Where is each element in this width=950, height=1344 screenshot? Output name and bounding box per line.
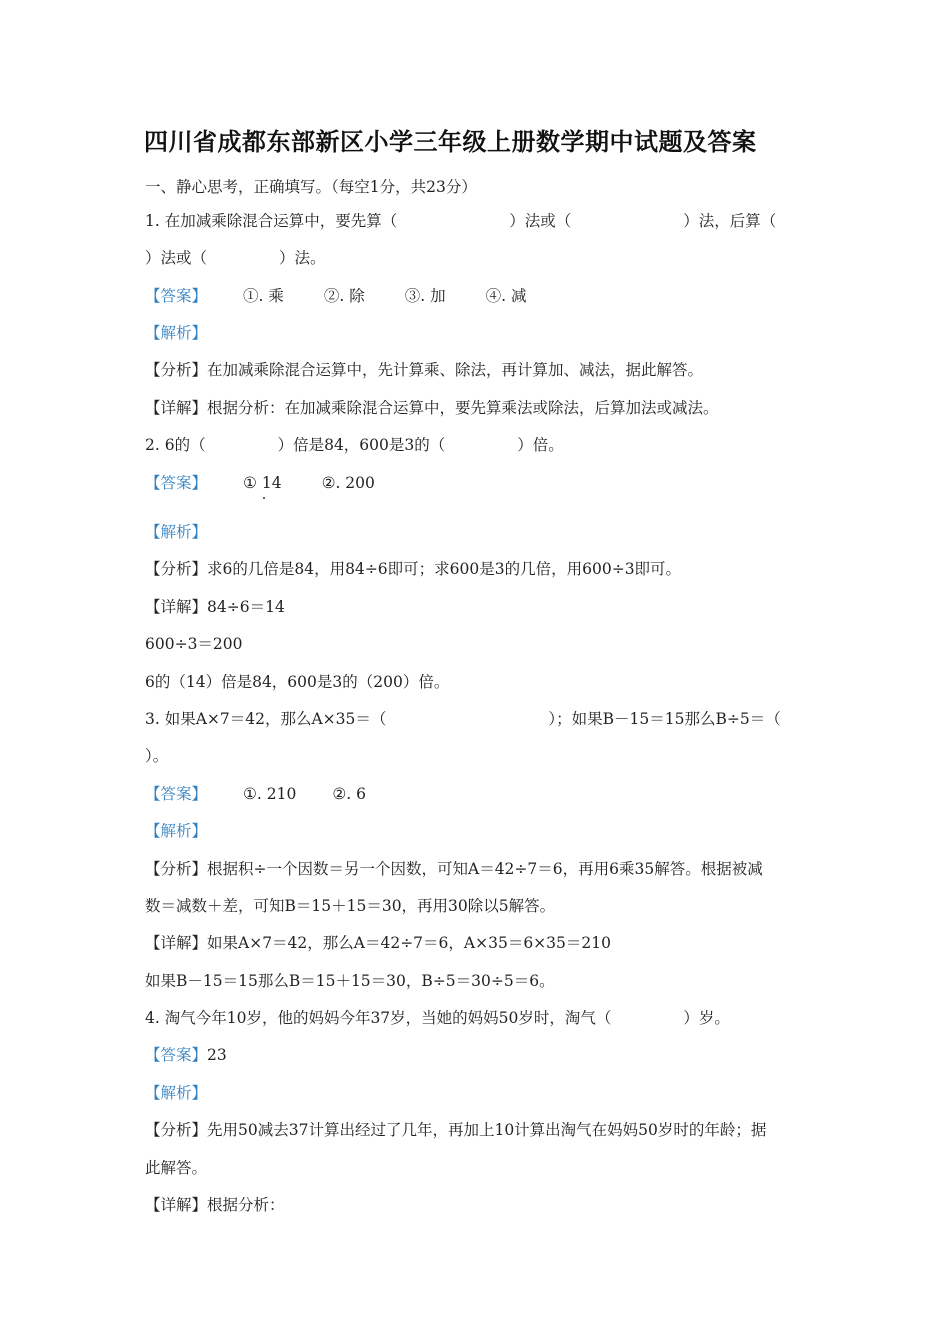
q2-answer-2: ②. 200 bbox=[321, 474, 375, 492]
question-3-line-2: ）。 bbox=[145, 747, 169, 765]
q2-text-b: ）倍是84，600是3的（ bbox=[277, 436, 446, 454]
fenxi-tag: 【分析】 bbox=[145, 361, 208, 379]
q3-xiangjie bbox=[145, 933, 611, 953]
q2-xiangjie-text: 84÷6＝14 bbox=[207, 598, 285, 616]
xiangjie-tag: 【详解】 bbox=[145, 1196, 208, 1214]
q1-answer-4: ④. 减 bbox=[485, 287, 527, 305]
q4-xiangjie-text: 根据分析： bbox=[207, 1196, 285, 1214]
q3-extra: 如果B－15＝15那么B＝15＋15＝30，B÷5＝30÷5＝6。 bbox=[145, 972, 555, 990]
xiangjie-tag: 【详解】 bbox=[145, 598, 208, 616]
q1-jiexi-tag: 【解析】 bbox=[145, 324, 208, 342]
q2-fenxi-text: 求6的几倍是84，用84÷6即可；求600是3的几倍，用600÷3即可。 bbox=[207, 560, 682, 578]
q1-answer-3: ③. 加 bbox=[404, 287, 446, 305]
q3-jiexi-tag: 【解析】 bbox=[145, 822, 208, 840]
q4-fenxi-line-1 bbox=[145, 1120, 766, 1140]
q2-text-a: 2. 6的（ bbox=[145, 436, 206, 454]
q3-fenxi-line-1 bbox=[145, 859, 763, 879]
fenxi-tag: 【分析】 bbox=[145, 1121, 208, 1139]
q2-extra-1: 600÷3＝200 bbox=[145, 635, 243, 653]
question-4 bbox=[145, 1008, 730, 1028]
q4-fenxi-line-2: 此解答。 bbox=[145, 1159, 208, 1177]
q2-text-c: ）倍。 bbox=[517, 436, 564, 454]
q2-fenxi bbox=[145, 559, 681, 579]
q1-text-e: ）法。 bbox=[279, 249, 326, 267]
document-title: 四川省成都东部新区小学三年级上册数学期中试题及答案 bbox=[144, 127, 757, 156]
q4-text-a: 4. 淘气今年10岁，他的妈妈今年37岁，当她的妈妈50岁时，淘气（ bbox=[145, 1009, 612, 1027]
q2-extra-2: 6的（14）倍是84，600是3的（200）倍。 bbox=[145, 673, 450, 691]
q3-answer-1: ①. 210 bbox=[243, 785, 297, 803]
q1-text-c: ）法，后算（ bbox=[683, 212, 777, 230]
q1-answer-2: ②. 除 bbox=[323, 287, 365, 305]
q4-answer: 23 bbox=[207, 1046, 227, 1064]
q2-xiangjie bbox=[145, 597, 285, 617]
answer-tag: 【答案】 bbox=[145, 287, 208, 305]
q1-answer-1: ①. 乘 bbox=[243, 287, 284, 305]
q1-xiangjie-text: 根据分析：在加减乘除混合运算中，要先算乘法或除法，后算加法或减法。 bbox=[207, 399, 719, 417]
q4-jiexi-tag: 【解析】 bbox=[145, 1084, 208, 1102]
fenxi-tag: 【分析】 bbox=[145, 860, 208, 878]
q3-answer-2: ②. 6 bbox=[332, 785, 366, 803]
q2-answer-1: ① 14 bbox=[243, 474, 282, 492]
answer-tag: 【答案】 bbox=[145, 1046, 208, 1064]
q1-fenxi bbox=[145, 360, 703, 380]
q3-fenxi-text-1: 根据积÷一个因数＝另一个因数，可知A＝42÷7＝6，再用6乘35解答。根据被减 bbox=[207, 860, 763, 878]
q2-answer-row bbox=[145, 473, 375, 493]
section-heading: 一、静心思考，正确填写。（每空1分，共23分） bbox=[145, 178, 477, 196]
q3-xiangjie-text: 如果A×7＝42，那么A＝42÷7＝6，A×35＝6×35＝210 bbox=[207, 934, 611, 952]
q1-text-a: 1. 在加减乘除混合运算中，要先算（ bbox=[145, 212, 398, 230]
q1-fenxi-text: 在加减乘除混合运算中，先计算乘、除法，再计算加、减法，据此解答。 bbox=[207, 361, 704, 379]
q3-text-a: 3. 如果A×7＝42，那么A×35＝（ bbox=[145, 710, 387, 728]
question-1-line-1 bbox=[145, 211, 776, 231]
q3-answer-row bbox=[145, 784, 366, 804]
question-1-line-2 bbox=[145, 248, 326, 268]
q3-text-b: ）；如果B－15＝15那么B÷5＝（ bbox=[548, 710, 781, 728]
q1-text-b: ）法或（ bbox=[509, 212, 572, 230]
question-2 bbox=[145, 435, 564, 455]
stray-dot bbox=[263, 497, 265, 499]
q4-fenxi-text-1: 先用50减去37计算出经过了几年，再加上10计算出淘气在妈妈50岁时的年龄；据 bbox=[207, 1121, 767, 1139]
xiangjie-tag: 【详解】 bbox=[145, 934, 208, 952]
question-3-line-1 bbox=[145, 709, 781, 729]
fenxi-tag: 【分析】 bbox=[145, 560, 208, 578]
q3-fenxi-line-2: 数＝减数＋差，可知B＝15＋15＝30，再用30除以5解答。 bbox=[145, 897, 556, 915]
q1-xiangjie bbox=[145, 398, 719, 418]
answer-tag: 【答案】 bbox=[145, 785, 208, 803]
answer-tag: 【答案】 bbox=[145, 474, 208, 492]
q2-jiexi-tag: 【解析】 bbox=[145, 523, 208, 541]
xiangjie-tag: 【详解】 bbox=[145, 399, 208, 417]
q1-answer-row bbox=[145, 286, 526, 306]
q4-xiangjie bbox=[145, 1195, 285, 1215]
q4-text-b: ）岁。 bbox=[683, 1009, 730, 1027]
q1-text-d: ）法或（ bbox=[145, 249, 208, 267]
q4-answer-row bbox=[145, 1045, 227, 1065]
